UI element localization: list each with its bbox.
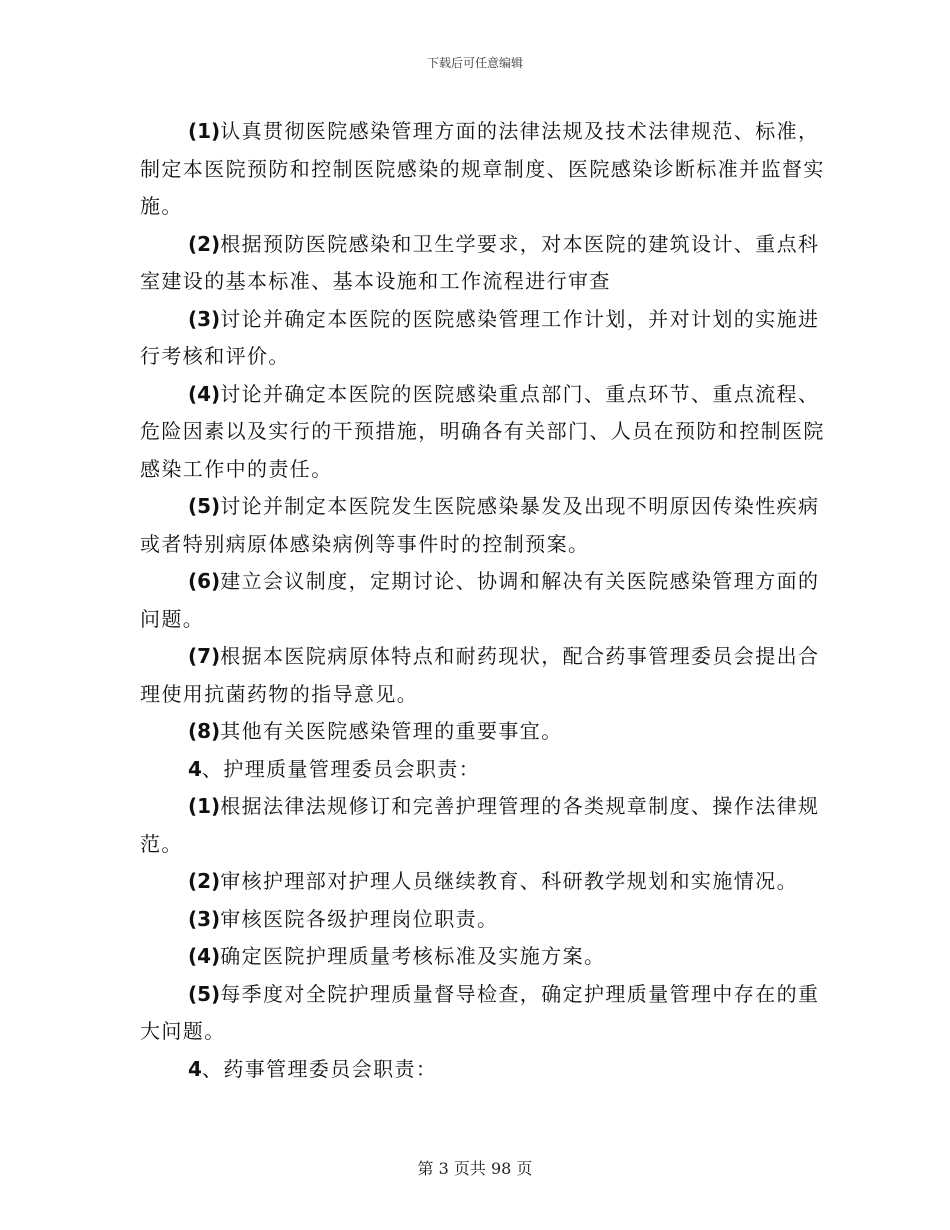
paragraph-1 — [140, 113, 830, 226]
item-number: (5) — [188, 494, 221, 518]
paragraph-text: 审核护理部对护理人员继续教育、科研教学规划和实施情况。 — [220, 869, 799, 893]
item-number: (5) — [188, 981, 221, 1006]
paragraph-2 — [140, 226, 830, 301]
item-number: (7) — [188, 644, 221, 668]
item-number: (3) — [188, 306, 221, 331]
item-number: (4) — [188, 381, 221, 406]
section-title: 、护理质量管理委员会职责： — [201, 756, 481, 781]
paragraph-7 — [140, 638, 830, 713]
paragraph-text: 审核医院各级护理岗位职责。 — [220, 906, 499, 931]
item-number: (2) — [188, 231, 221, 256]
section-number: 4 — [188, 756, 202, 781]
paragraph-6 — [140, 563, 830, 638]
item-number: (8) — [188, 719, 221, 743]
paragraph-5 — [140, 488, 830, 563]
item-number: (1) — [188, 119, 221, 143]
paragraph-text: 建立会议制度，定期讨论、协调和解决有关医院感染管理方面的问题。 — [140, 569, 820, 631]
section-title: 、药事管理委员会职责： — [201, 1056, 438, 1081]
item-number: (1) — [188, 794, 221, 818]
paragraph-text: 确定医院护理质量考核标准及实施方案。 — [220, 944, 606, 968]
item-number: (2) — [188, 869, 221, 893]
page-header: 下载后可任意编辑 — [426, 56, 523, 70]
paragraph-13 — [140, 976, 830, 1051]
paragraph-text: 根据本医院病原体特点和耐药现状，配合药事管理委员会提出合理使用抗菌药物的指导意见。 — [140, 644, 820, 706]
paragraph-11 — [140, 901, 830, 939]
paragraph-text: 其他有关医院感染管理的重要事宜。 — [220, 719, 563, 743]
section-heading-nursing — [140, 751, 830, 789]
paragraph-12 — [140, 938, 830, 976]
paragraph-3 — [140, 301, 830, 376]
section-heading-pharmacy — [140, 1051, 830, 1089]
item-number: (4) — [188, 944, 221, 968]
item-number: (3) — [188, 906, 221, 931]
paragraph-text: 讨论并制定本医院发生医院感染暴发及出现不明原因传染性疾病或者特别病原体感染病例等事件时的控制预案。 — [140, 494, 820, 556]
paragraph-text: 讨论并确定本医院的医院感染重点部门、重点环节、重点流程、危险因素以及实行的干预措施，明确各有关部门、人员在预防和控制医院感染工作中的责任。 — [140, 381, 825, 481]
paragraph-9 — [140, 788, 830, 863]
paragraph-8 — [140, 713, 830, 751]
paragraph-text: 根据预防医院感染和卫生学要求，对本医院的建筑设计、重点科室建设的基本标准、基本设施和工作流程进行审查 — [140, 231, 820, 293]
document-body — [140, 113, 830, 1088]
paragraph-10 — [140, 863, 830, 901]
section-number: 4 — [188, 1056, 202, 1081]
page-footer: 第 3 页共 98 页 — [417, 1159, 533, 1178]
paragraph-4 — [140, 376, 830, 489]
item-number: (6) — [188, 569, 221, 593]
paragraph-text: 讨论并确定本医院的医院感染管理工作计划，并对计划的实施进行考核和评价。 — [140, 306, 820, 368]
paragraph-text: 认真贯彻医院感染管理方面的法律法规及技术法律规范、标准，制定本医院预防和控制医院感染的规章制度、医院感染诊断标准并监督实施。 — [140, 119, 825, 218]
paragraph-text: 根据法律法规修订和完善护理管理的各类规章制度、操作法律规范。 — [140, 794, 820, 856]
paragraph-text: 每季度对全院护理质量督导检查，确定护理质量管理中存在的重大问题。 — [140, 981, 820, 1043]
